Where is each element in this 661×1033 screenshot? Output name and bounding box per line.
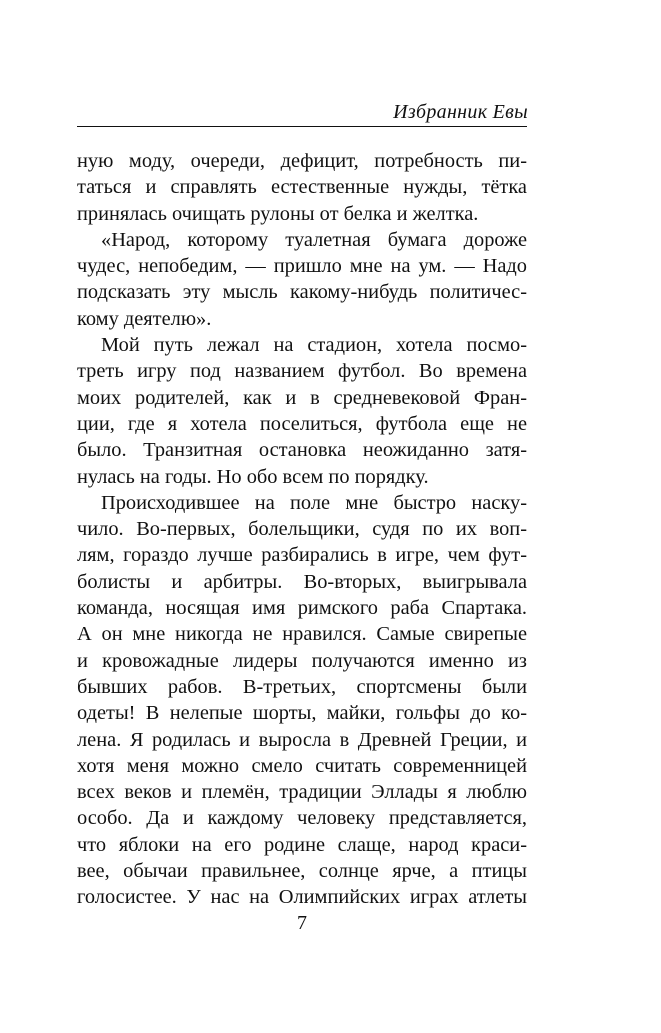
text-line: голосистее. У нас на Олимпийских играх атлеты — [77, 886, 527, 909]
text-line: Мой путь лежал на стадион, хотела посмо- — [101, 334, 527, 357]
body-text — [77, 148, 527, 911]
page-number: 7 — [297, 912, 307, 934]
text-line: подсказать эту мысль какому-нибудь политичес- — [77, 281, 527, 304]
text-line: одеты! В нелепые шорты, майки, гольфы до ко- — [77, 702, 527, 725]
text-line: всех веков и племён, традиции Эллады я люблю — [77, 781, 527, 804]
text-line: таться и справлять естественные нужды, тётка — [77, 176, 527, 199]
text-line: лена. Я родилась и выросла в Древней Греции, и — [77, 728, 527, 751]
text-line: и кровожадные лидеры получаются именно из — [77, 649, 527, 672]
text-line: болисты и арбитры. Во-вторых, выигрывала — [77, 570, 527, 593]
text-line: команда, носящая имя римского раба Спартака. — [77, 597, 527, 620]
text-line: нулась на годы. Но обо всем по порядку. — [77, 465, 429, 488]
text-line: вее, обычаи правильнее, солнце ярче, а птицы — [77, 860, 527, 883]
running-head-title: Избранник Евы — [393, 101, 528, 123]
text-line: ции, где я хотела поселиться, футбола еще не — [77, 412, 527, 435]
header-rule — [77, 126, 527, 127]
text-line: особо. Да и каждому человеку представляется, — [77, 807, 527, 830]
text-line: хотя меня можно смело считать современницей — [77, 754, 527, 777]
text-line: моих родителей, как и в средневековой Фран- — [77, 386, 527, 409]
text-line: было. Транзитная остановка неожиданно затя- — [77, 439, 527, 462]
text-line: бывших рабов. В-третьих, спортсмены были — [77, 675, 527, 698]
text-line: Происходившее на поле мне быстро наску- — [101, 491, 527, 514]
text-line: принялась очищать рулоны от белка и желтка. — [77, 202, 479, 225]
text-line: А он мне никогда не нравился. Самые свирепые — [77, 623, 527, 646]
text-line: кому деятелю». — [77, 307, 212, 330]
text-line: ную моду, очереди, дефицит, потребность пи- — [77, 150, 527, 172]
text-line: «Народ, которому туалетная бумага дороже — [101, 228, 527, 251]
text-line: чило. Во-первых, болельщики, судя по их воп- — [77, 518, 527, 541]
text-line: треть игру под названием футбол. Во времена — [77, 360, 527, 383]
text-line: лям, гораздо лучше разбирались в игре, чем фут- — [77, 544, 527, 567]
text-line: что яблоки на его родине слаще, народ краси- — [77, 833, 527, 856]
text-line: чудес, непобедим, — пришло мне на ум. — Надо — [77, 255, 527, 278]
